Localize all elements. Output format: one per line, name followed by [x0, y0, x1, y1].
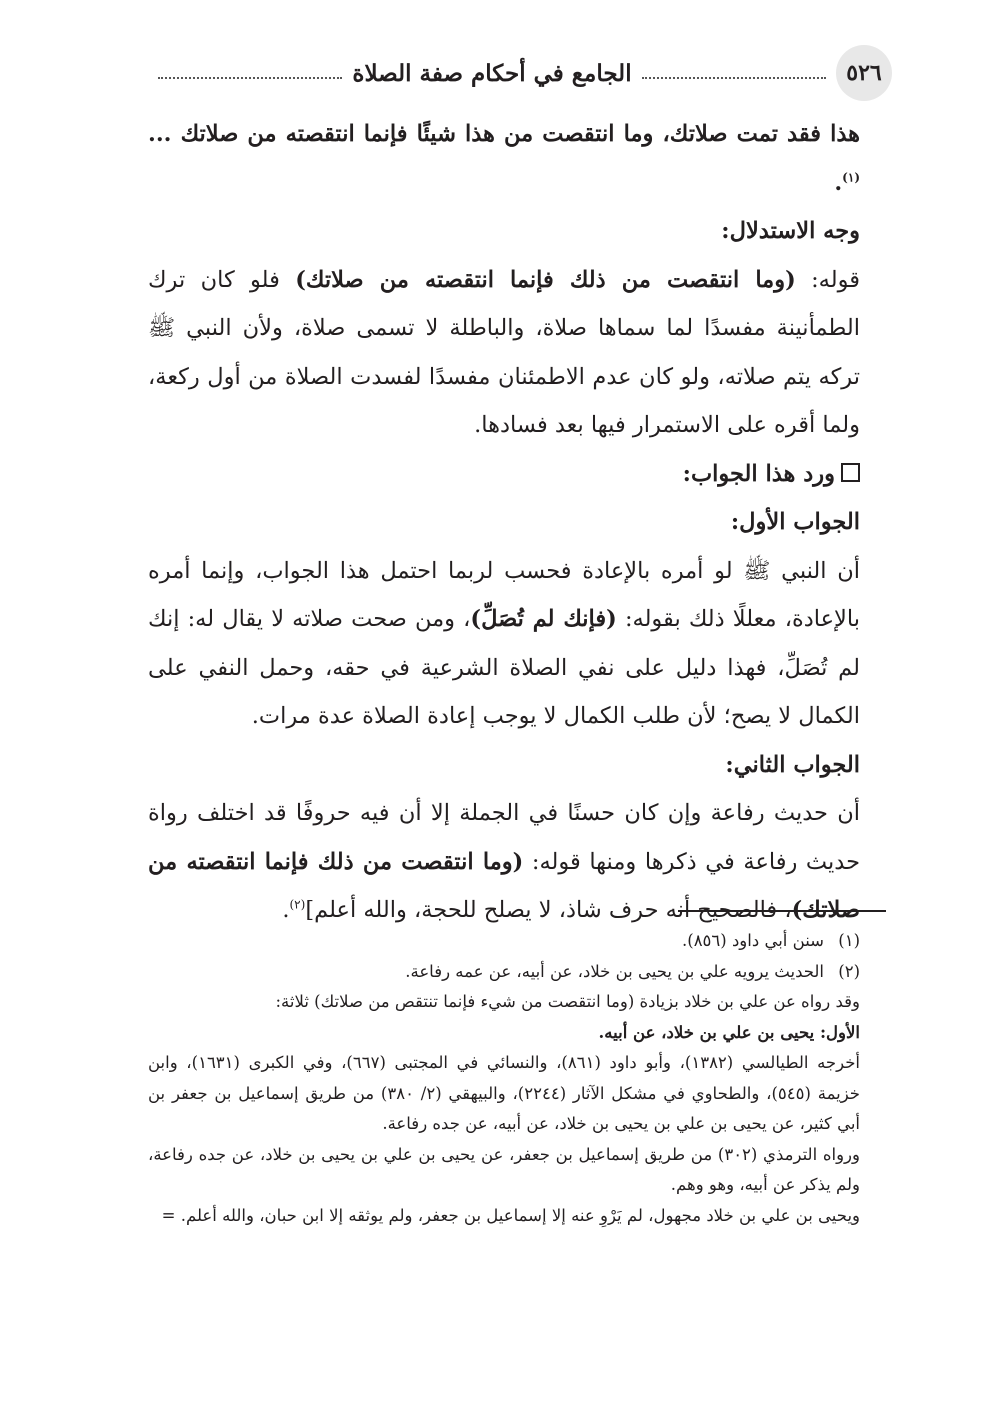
footnote-ref-2: (٢): [289, 897, 306, 912]
footnote-2-line-5: ورواه الترمذي (٣٠٢) من طريق إسماعيل بن جعفر، عن يحيى بن علي بن يحيى بن خلاد، عن جده رفاعة، ولم يذكر عن أبيه، وهو وهم.: [148, 1144, 860, 1194]
paragraph-1: [148, 110, 860, 207]
footnotes: [148, 926, 860, 1231]
book-title: الجامع في أحكام صفة الصلاة: [352, 59, 632, 87]
paragraph-2-rest: فلو كان ترك الطمأنينة مفسدًا لما سماها صلاة، والباطلة لا تسمى صلاة، ولأن النبي ﷺ تركه يتم صلاته، ولو كان عدم الاطمئنان مفسدًا لفسدت الصلاة من أول ركعة، ولما أقره على الاستمرار فيها بعد فسادها.: [148, 266, 860, 438]
paragraph-1-end: .: [834, 169, 843, 196]
checkbox-square-icon: [841, 463, 860, 482]
heading-first-answer: الجواب الأول:: [730, 509, 860, 535]
paragraph-4-quote: (وما انتقصت من ذلك فإنما انتقصته من صلاتك): [148, 848, 860, 923]
paragraph-2-intro: قوله:: [795, 266, 860, 293]
page-number: ٥٢٦: [836, 45, 892, 101]
footnote-1-number: (١): [838, 931, 860, 950]
header-dots-left: [158, 77, 342, 79]
main-text: [148, 110, 860, 935]
paragraph-3-rest: ، ومن صحت صلاته لا يقال له: إنك لم تُصَلِّ، فهذا دليل على نفي الصلاة الشرعية في حقه، وحمل النفي على الكمال لا يصح؛ لأن طلب الكمال لا يوجب إعادة الصلاة عدة مرات.: [148, 606, 860, 729]
footnote-2-number: (٢): [838, 961, 860, 981]
heading-rad: [148, 450, 860, 499]
footnote-ref-1: (١): [842, 170, 860, 184]
paragraph-1-text: هذا فقد تمت صلاتك، وما انتقصت من هذا شيئًا فإنما انتقصته من صلاتك ...: [148, 121, 860, 147]
footnote-separator: [678, 910, 886, 912]
paragraph-2-quote: (وما انتقصت من ذلك فإنما انتقصته من صلاتك): [295, 266, 796, 293]
paragraph-4-intro: أن حديث رفاعة وإن كان حسنًا في الجملة إلا أن فيه حروفًا قد اختلف رواة حديث رفاعة في ذكرها ومنها قوله:: [148, 800, 860, 875]
header-dots-right: [642, 77, 826, 79]
heading-rad-text: ورد هذا الجواب:: [682, 460, 835, 487]
footnote-2: [148, 957, 860, 988]
paragraph-4-rest: ، فالصحيح أنه حرف شاذ، لا يصلح للحجة، والله أعلم]: [305, 897, 792, 923]
paragraph-2: [148, 256, 860, 450]
footnote-2-line-3: الأول: يحيى بن علي بن خلاد، عن أبيه.: [598, 1022, 860, 1042]
paragraph-3: [148, 547, 860, 741]
heading-wajh-istidlal: وجه الاستدلال:: [721, 218, 860, 244]
footnote-2-line-4: أخرجه الطيالسي (١٣٨٢)، وأبو داود (٨٦١)، والنسائي في المجتبى (٦٦٧)، وفي الكبرى (١٦٣١)، وابن خزيمة (٥٤٥)، والطحاوي في مشكل الآثار (٢٢٤٤)، والبيهقي (٢/ ٣٨٠) من طريق إسماعيل بن جعفر بن أبي كثير، عن يحيى بن علي بن يحيى بن خلاد، عن أبيه، عن جده رفاعة.: [148, 1053, 861, 1133]
footnote-2-line-2: وقد رواه عن علي بن خلاد بزيادة (وما انتقصت من شيء فإنما تنتقص من صلاتك) ثلاثة:: [275, 992, 860, 1011]
paragraph-4: [148, 789, 860, 935]
footnote-2-text: الحديث يرويه علي بن يحيى بن خلاد، عن أبيه، عن عمه رفاعة.: [405, 961, 824, 981]
paragraph-3-intro: أن النبي ﷺ لو أمره بالإعادة فحسب لربما احتمل هذا الجواب، وإنما أمره بالإعادة، معللًا ذلك بقوله:: [148, 557, 860, 632]
page-header: [148, 44, 892, 102]
footnote-2-line-6: ويحيى بن علي بن خلاد مجهول، لم يَرْوِ عنه إلا إسماعيل بن جعفر، ولم يوثقه إلا ابن حبان، والله أعلم. =: [161, 1205, 860, 1225]
paragraph-3-quote: (فإنك لم تُصَلِّ): [470, 606, 617, 632]
heading-second-answer: الجواب الثاني:: [725, 751, 860, 778]
footnote-1: [148, 926, 860, 957]
footnote-1-text: سنن أبي داود (٨٥٦).: [682, 931, 824, 950]
paragraph-4-end: .: [282, 897, 290, 923]
